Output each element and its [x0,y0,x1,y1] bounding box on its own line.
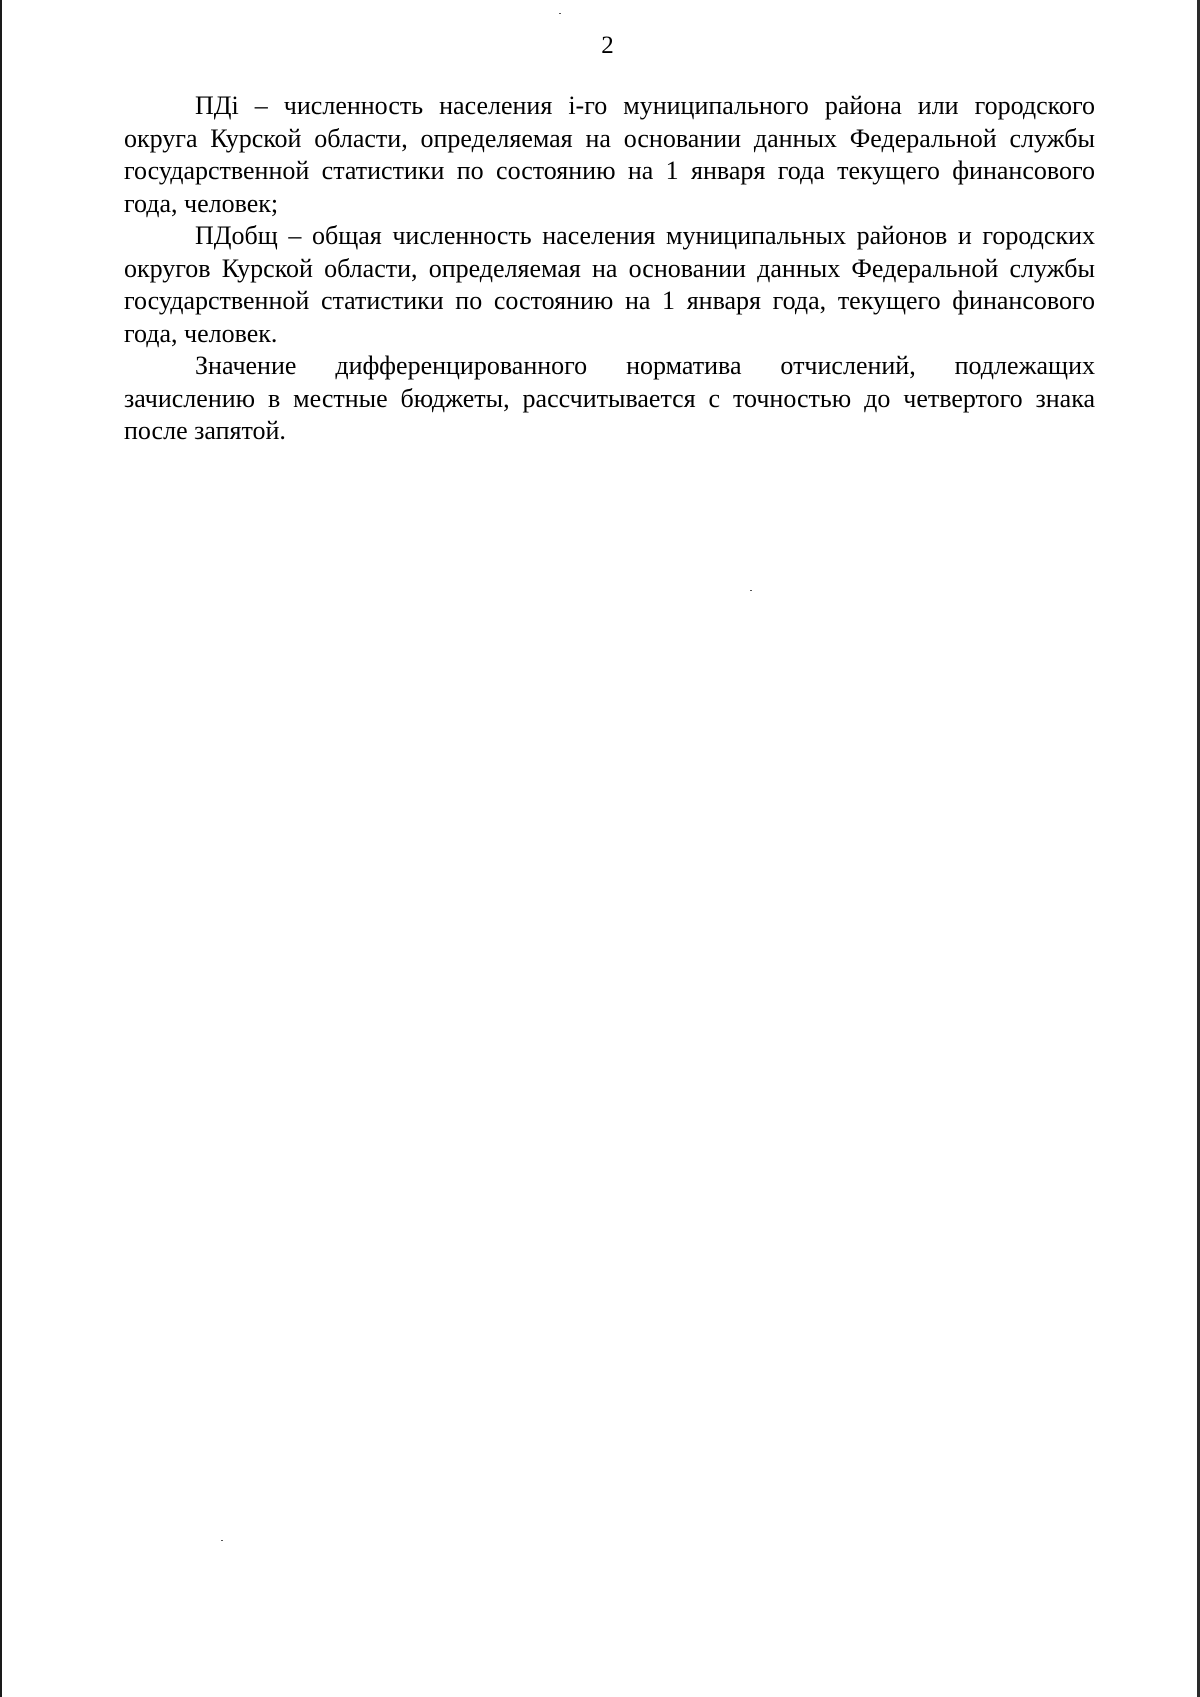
page-left-edge [0,0,2,1697]
paragraph-pd-total-definition: ПДобщ – общая численность населения муниципальных районов и городских округов Курской области, определяемая на основании данных Федеральной службы государственной статистики по состоянию на 1 января года, текущего финансового года, человек. [124,221,1095,348]
paragraph-pd-i-definition: ПДi – численность населения i-го муниципального района или городского округа Курской области, определяемая на основании данных Федеральной службы государственной статистики по состоянию на 1 января года текущего финансового года, человек; [124,91,1095,218]
paragraph-precision-note: Значение дифференцированного норматива отчислений, подлежащих зачислению в местные бюджеты, рассчитывается с точностью до четвертого знака после запятой. [124,351,1095,445]
scan-speck [221,1540,223,1541]
scan-speck [559,13,561,14]
document-body [124,90,1095,448]
page-number: 2 [601,32,614,59]
scan-speck [750,590,752,591]
